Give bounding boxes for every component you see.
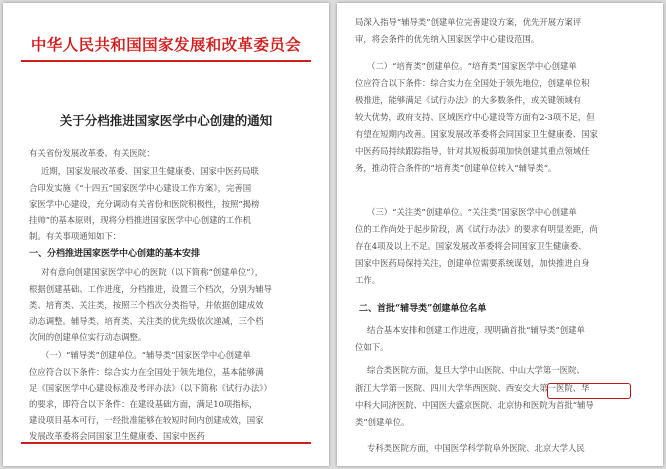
text-line: 位应符合以下条件：综合实力在全国处于领先地位，基本能够满 xyxy=(29,367,264,377)
text-line: 根据创建基础、工作进度，分档推进，设置三个档次，分别为辅导 xyxy=(29,284,272,294)
text-line: 发展改革委将会同国家卫生健康委、国家中医药 xyxy=(29,431,205,441)
text-line: 类、培育类、关注类，按照三个档次分类指导，并依据创建成效 xyxy=(29,300,264,310)
letterhead: 中华人民共和国国家发展和改革委员会 xyxy=(30,35,302,54)
document-page-1 xyxy=(3,3,329,466)
text-line: 位应符合以下条件：综合实力在全国处于领先地位，创建单位积 xyxy=(355,78,590,88)
text-line: 位的工作尚处于起步阶段，离《试行办法》的要求有明显差距，尚 xyxy=(355,224,598,234)
text-line: 中科大同济医院、中国医大盛京医院、北京协和医院为首批“辅导 xyxy=(355,400,594,410)
text-line: 极推进，能够满足《试行办法》的大多数条件，或关键领域有 xyxy=(355,95,582,105)
text-line: 足《国家医学中心建设标准及考评办法》（以下简称《试行办法》） xyxy=(29,383,272,393)
text-line: （一）“辅导类”创建单位。“辅导类”国家医学中心创建单 xyxy=(41,350,251,360)
footer-rule xyxy=(21,442,311,444)
letterhead-rule xyxy=(21,60,311,62)
text-line: （三）“关注类”创建单位。“关注类”国家医学中心创建单 xyxy=(367,207,577,217)
text-line: 的要求，即符合以下条件：在建设基础方面，满足10项指标， xyxy=(29,399,258,409)
text-line: 局深入指导“辅导类”创建单位完善建设方案，优先开展方案评 xyxy=(355,17,582,27)
highlight-box-xian xyxy=(547,383,631,399)
text-line: 近期，国家发展改革委、国家卫生健康委、国家中医药局联 xyxy=(41,166,259,176)
text-line: 建设项目基本可行，一经批准能够在较短时间内创建成效，国家 xyxy=(29,415,264,425)
text-line: 挂帅”的基本原则，现将分档推进国家医学中心创建的工作机 xyxy=(29,215,252,225)
text-line: 务，推动符合条件的“培育类”创建单位转入“辅导类”。 xyxy=(355,163,557,173)
section-heading: 一、分档推进国家医学中心创建的基本安排 xyxy=(29,249,201,259)
text-line: 类”创建单位。 xyxy=(355,417,410,427)
text-line: 结合基本安排和创建工作进度，现明确首批“辅导类”创建单 xyxy=(367,325,585,335)
text-line: 存在4项及以上不足。国家发展改革委将会同国家卫生健康委、 xyxy=(355,241,587,251)
text-line: 工作。 xyxy=(355,275,381,285)
text-line: 制。有关事项通知如下： xyxy=(29,231,122,241)
text-line: 对有意向创建国家医学中心的医院（以下简称“创建单位”）， xyxy=(41,267,264,277)
document-page-2 xyxy=(337,3,663,466)
text-line: （二）“培育类”创建单位。“培育类”国家医学中心创建单 xyxy=(367,61,577,71)
text-line: 专科类医院方面，中国医学科学院阜外医院、北京大学人民 xyxy=(367,443,585,453)
text-line: 动态调整。辅导类、培育类、关注类的优先级依次递减，三个档 xyxy=(29,316,264,326)
text-line: 国家中医药局保持关注，创建单位需要系统谋划，加快推进自身 xyxy=(355,258,590,268)
text-line: 有望在短期内改善。国家发展改革委将会同国家卫生健康委、国家 xyxy=(355,129,598,139)
text-line: 综合类医院方面，复旦大学中山医院、中山大学第一医院、 xyxy=(367,365,585,375)
text-line: 审，将会条件的优先纳入国家医学中心建设范围。 xyxy=(355,34,540,44)
text-line: 次间的创建单位实行动态调整。 xyxy=(29,332,147,342)
text-line: 位如下。 xyxy=(355,342,389,352)
text-line: 较大优势，政府支持、区域医疗中心建设等方面有2-3项不足，但 xyxy=(355,112,595,122)
document-title: 关于分档推进国家医学中心创建的通知 xyxy=(59,113,273,128)
text-line: 中医药局持续跟踪指导，针对其短板弱项加快创建其重点领域任 xyxy=(355,146,590,156)
text-line: 家医学中心建设，充分调动有关省份和医院积极性，按照“揭榜 xyxy=(29,199,260,209)
text-line: 合印发实施《“十四五”国家医学中心建设工作方案》，完善国 xyxy=(29,183,252,193)
text-line: 浙江大学第一医院、四川大学华西医院、西安交大第一医院、华 xyxy=(355,383,590,393)
text-line: 有关省份发展改革委、有关医院： xyxy=(29,148,155,158)
section-heading: 二、首批“辅导类”创建单位名单 xyxy=(359,304,487,314)
